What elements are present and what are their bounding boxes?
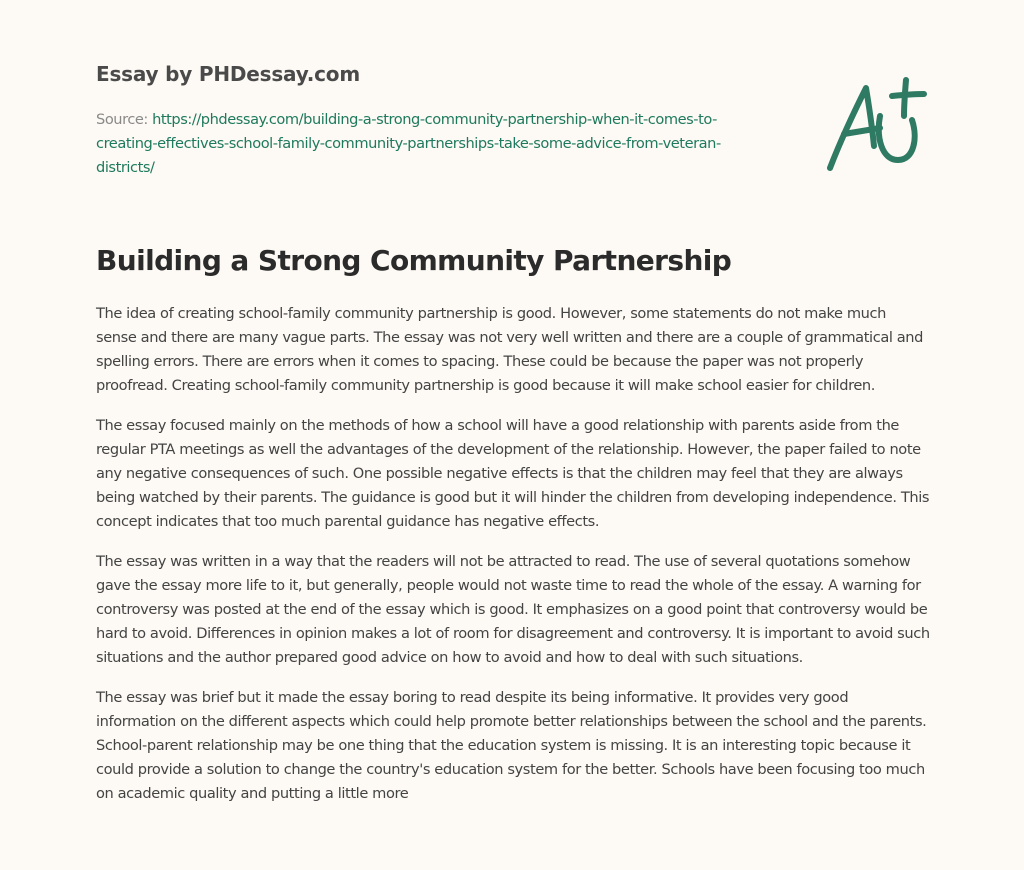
- essay-title: Building a Strong Community Partnership: [96, 244, 732, 277]
- essay-paragraph: The essay focused mainly on the methods of how a school will have a good relationship with parents aside from the regular PTA meetings as well the advantages of the development of the relationship. However, the paper failed to note any negative consequences of such. One possible negative effects is that the children may feel that they are always being watched by their parents. The guidance is good but it will hinder the children from developing independence. This concept indicates that too much parental guidance has negative effects.: [96, 417, 930, 530]
- source-label: Source:: [96, 111, 153, 128]
- a-plus-logo-icon: [822, 76, 928, 174]
- essay-paragraph: The idea of creating school-family community partnership is good. However, some statements do not make much sense and there are many vague parts. The essay was not very well written and there are a couple of grammatical and spelling errors. There are errors when it comes to spacing. These could be because the paper was not properly proofread. Creating school-family community partnership is good because it will make school easier for children.: [96, 305, 924, 394]
- essay-paragraph: The essay was written in a way that the readers will not be attracted to read. The use of several quotations somehow gave the essay more life to it, but generally, people would not waste time to read the whole of the essay. A warning for controversy was posted at the end of the essay which is good. It emphasizes on a good point that controversy would be hard to avoid. Differences in opinion makes a lot of room for disagreement and controversy. It is important to avoid such situations and the author prepared good advice on how to avoid and how to deal with such situations.: [96, 553, 930, 666]
- essay-paragraph: The essay was brief but it made the essay boring to read despite its being informative. It provides very good information on the different aspects which could help promote better relationships between the school and the parents. School-parent relationship may be one thing that the education system is missing. It is an interesting topic because it could provide a solution to change the country's education system for the better. Schools have been focusing too much on academic quality and putting a little more: [96, 689, 927, 802]
- source-line: [96, 108, 776, 180]
- site-title: Essay by PHDessay.com: [96, 62, 360, 86]
- essay-body: [96, 302, 930, 822]
- source-link[interactable]: https://phdessay.com/building-a-strong-community-partnership-when-it-comes-to-creating-effectives-school-family-community-partnerships-take-some-advice-from-veteran-districts/: [96, 111, 721, 176]
